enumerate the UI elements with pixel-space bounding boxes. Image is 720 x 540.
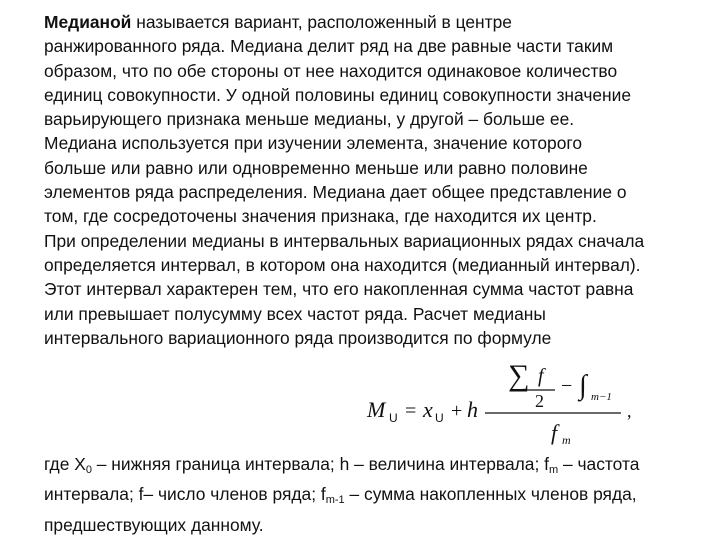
- text-line-1: Медианой называется вариант, расположенный в центре: [44, 12, 512, 32]
- text-line-9: том, где сосредоточены значения признака, где находится их центр.: [44, 206, 597, 227]
- formula-h: h: [467, 397, 478, 422]
- legend-line-1: где $X_0$ – нижняя граница интервала; h – величина интервала; $f_m$ – частота: [44, 454, 640, 476]
- term-median: Медианой: [44, 12, 132, 32]
- formula-denominator-f: f: [551, 420, 558, 445]
- text-line-7: больше или равно или одновременно меньше или равно половине: [44, 157, 588, 178]
- formula-x: x: [423, 397, 433, 422]
- formula-two: 2: [535, 391, 544, 411]
- formula-lhs-sub: U: [389, 411, 398, 425]
- formula-sum-sign: ∑: [508, 359, 530, 392]
- formula-lhs: M: [367, 397, 386, 422]
- formula-legend: [44, 452, 704, 537]
- formula-plus: +: [451, 400, 463, 422]
- formula-sum-f: f: [538, 365, 544, 387]
- text-line-14: интервального вариационного ряда производится по формуле: [44, 327, 552, 348]
- formula-m-sub: m−1: [591, 391, 612, 403]
- formula-comma: ,: [627, 401, 632, 421]
- text-line-10: При определении медианы в интервальных вариационных рядах сначала: [44, 230, 645, 251]
- text-line-5: варьирующего признака меньше медианы, у другой – больше ее.: [44, 109, 575, 130]
- formula-minus: −: [561, 375, 573, 397]
- median-formula: [365, 358, 655, 448]
- median-formula-svg: [365, 358, 655, 448]
- formula-x-sub: U: [435, 411, 444, 425]
- legend-line-2: интервала; f– число членов ряда; $f_{m-1}$ – сумма накопленных членов ряда,: [44, 484, 637, 507]
- text-line-2: ранжированного ряда. Медиана делит ряд на две равные части таким: [44, 36, 614, 57]
- formula-equals: =: [405, 400, 417, 422]
- median-definition-text: [44, 10, 694, 350]
- text-line-6: Медиана используется при изучении элемента, значение которого: [44, 133, 583, 154]
- text-line-8: элементов ряда распределения. Медиана дает общее представление о: [44, 182, 627, 203]
- text-line-13: или превышает полусумму всех частот ряда. Расчет медианы: [44, 303, 546, 324]
- text-line-12: Этот интервал характерен тем, что его накопленная сумма частот равна: [44, 279, 634, 300]
- legend-line-3: предшествующих данному.: [44, 514, 264, 535]
- formula-integral: ∫: [579, 370, 587, 401]
- formula-denominator-sub: m: [562, 433, 571, 447]
- text-line-4: единиц совокупности. У одной половины единиц совокупности значение: [44, 84, 632, 105]
- text-line-11: определяется интервал, в котором она находится (медианный интервал).: [44, 254, 641, 275]
- text-line-3: образом, что по обе стороны от нее находится одинаковое количество: [44, 60, 618, 81]
